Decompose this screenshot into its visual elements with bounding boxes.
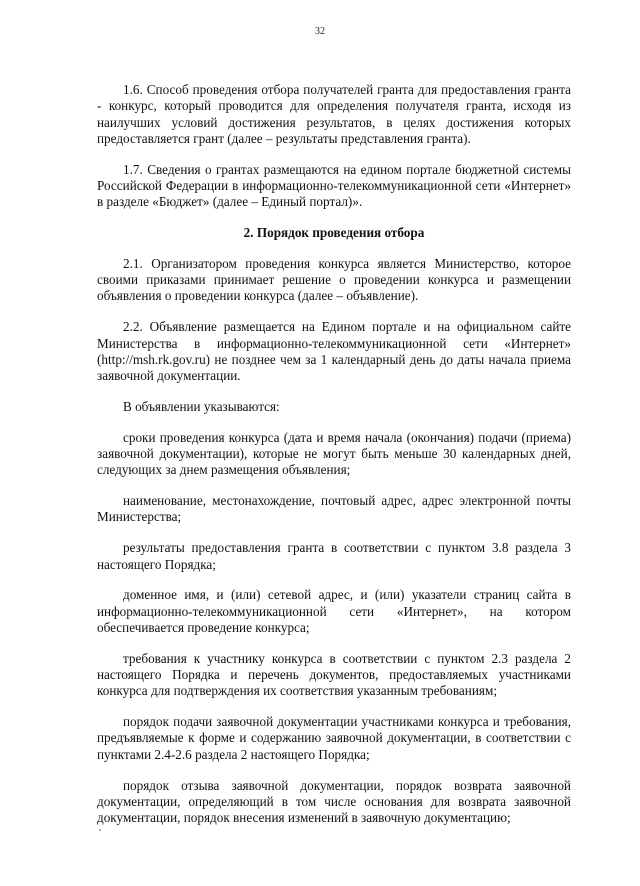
paragraph-2-1: 2.1. Организатором проведения конкурса является Министерство, которое своими приказами принимает решение о проведении конкурса и размещении объявления о проведении конкурса (далее – объявление). [97,255,571,304]
list-item-participant-requirements: требования к участнику конкурса в соответствии с пунктом 2.3 раздела 2 настоящего Порядка и перечень документов, предоставляемых участниками конкурса для подтверждения их соответствия указанным требованиям; [97,650,571,699]
paragraph-2-2: 2.2. Объявление размещается на Едином портале и на официальном сайте Министерства в информационно-телекоммуникационной сети «Интернет» (http://msh.rk.gov.ru) не позднее чем за 1 календарный день до даты начала приема заявочной документации. [97,319,571,384]
list-item-grant-results: результаты предоставления гранта в соответствии с пунктом 3.8 раздела 3 настоящего Порядка; [97,540,571,572]
page-number: 32 [315,26,325,37]
list-item-ministry-contacts: наименование, местонахождение, почтовый адрес, адрес электронной почты Министерства; [97,493,571,525]
section-heading: 2. Порядок проведения отбора [243,225,425,241]
paragraph-1-6: 1.6. Способ проведения отбора получателей гранта для предоставления гранта - конкурс, который проводится для определения получателя гранта, исходя из наилучших условий достижения результатов, в целях достижения которых предоставляется грант (далее – результаты представления гранта). [97,82,571,146]
list-item-deadlines: сроки проведения конкурса (дата и время начала (окончания) подачи (приема) заявочной документации), которые не могут быть меньше 30 календарных дней, следующих за днем размещения объявления; [97,429,571,478]
list-item-submission-order: порядок подачи заявочной документации участниками конкурса и требования, предъявляемые к форме и содержанию заявочной документации, в соответствии с пунктами 2.4-2.6 раздела 2 настоящего Порядка; [97,714,571,762]
document-body [97,82,571,841]
list-item-withdrawal-order: порядок отзыва заявочной документации, порядок возврата заявочной документации, определяющий в том числе основания для возврата заявочной документации, порядок внесения изменений в заявочную документацию; [97,777,571,826]
paragraph-1-7: 1.7. Сведения о грантах размещаются на едином портале бюджетной системы Российской Федерации в информационно-телекоммуникационной сети «Интернет» в разделе «Бюджет» (далее – Единый портал)». [97,161,571,210]
scan-speck [99,829,101,831]
list-item-domain-name: доменное имя, и (или) сетевой адрес, и (или) указатели страниц сайта в информационно-телекоммуникационной сети «Интернет», на котором обеспечивается проведение конкурса; [97,587,571,635]
paragraph-intro: В объявлении указываются: [123,398,280,414]
